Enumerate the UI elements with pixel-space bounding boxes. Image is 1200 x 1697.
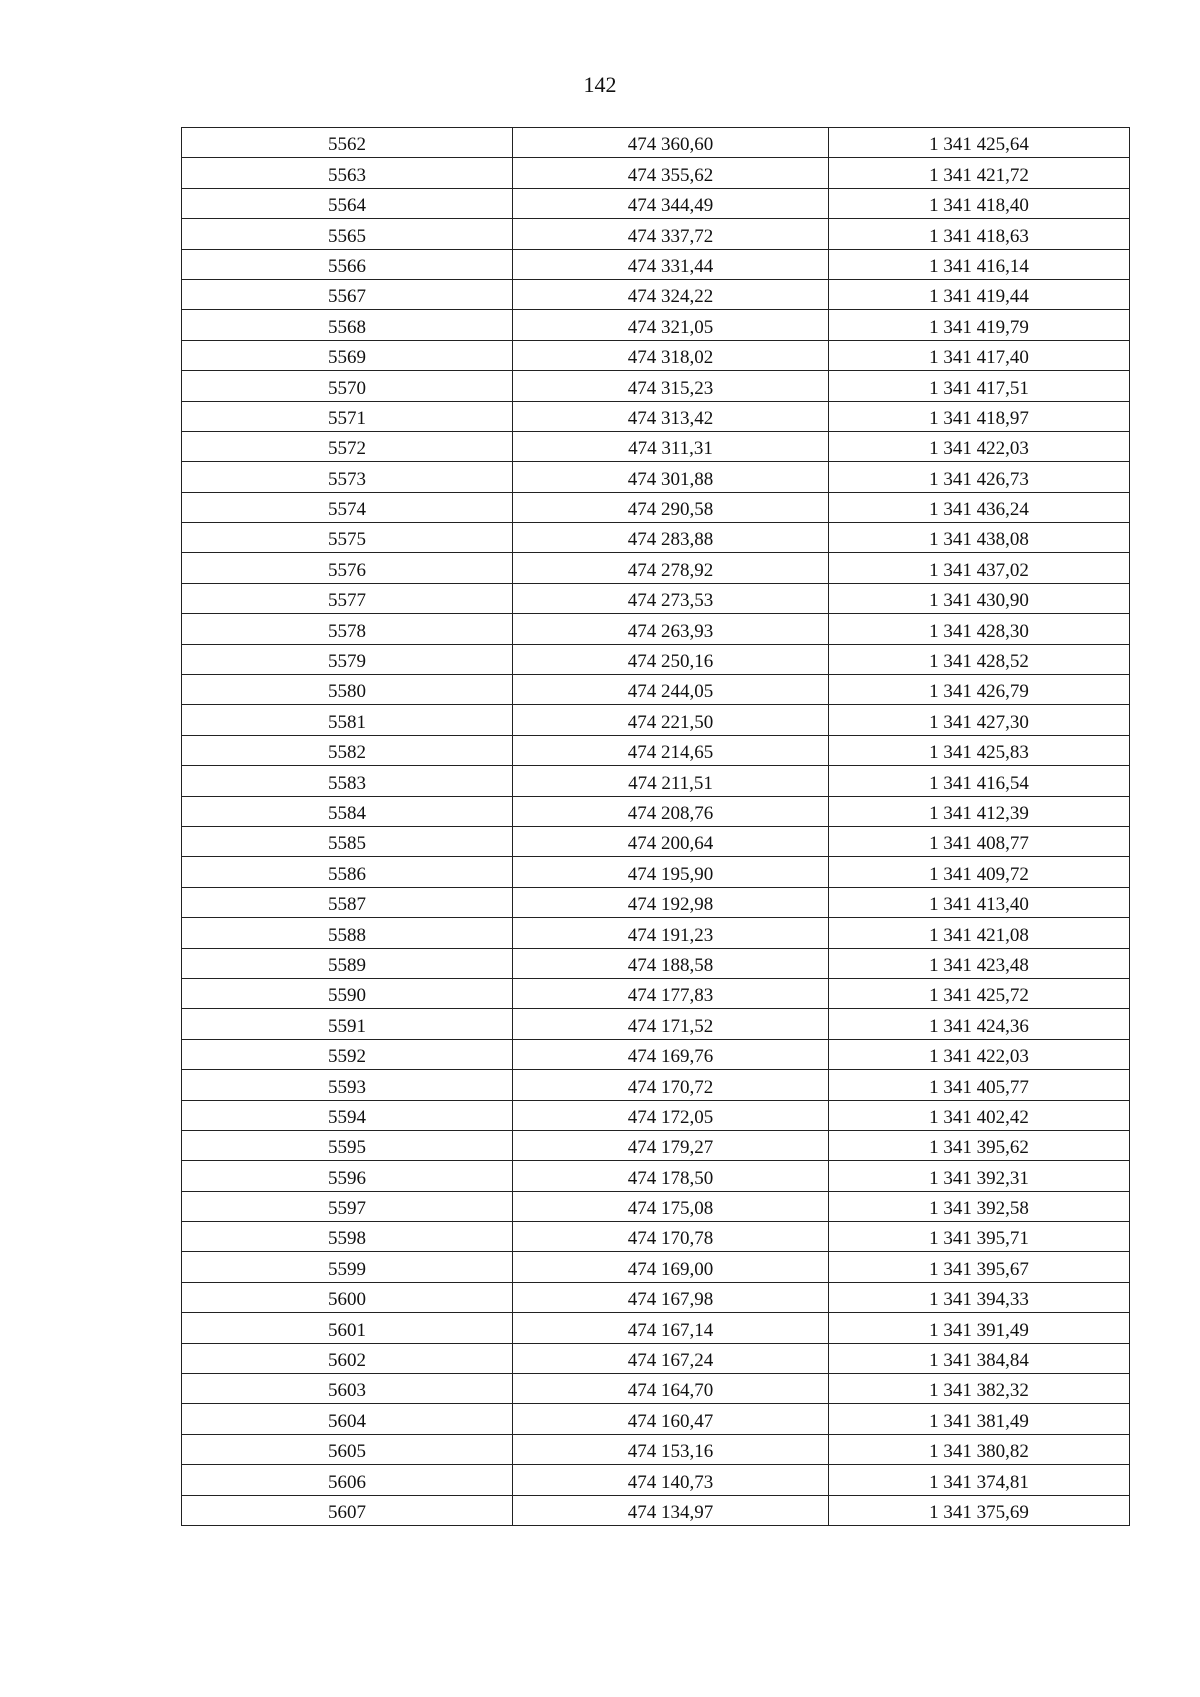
y-coordinate-cell: 1 341 427,30 — [829, 705, 1130, 735]
table-row — [182, 492, 1130, 522]
point-number-cell: 5568 — [182, 310, 513, 340]
point-number-cell: 5574 — [182, 492, 513, 522]
table-row — [182, 948, 1130, 978]
y-coordinate-cell: 1 341 426,79 — [829, 675, 1130, 705]
x-coordinate-cell: 474 360,60 — [513, 128, 829, 158]
point-number-cell: 5564 — [182, 188, 513, 218]
x-coordinate-cell: 474 200,64 — [513, 826, 829, 856]
point-number-cell: 5582 — [182, 735, 513, 765]
x-coordinate-cell: 474 344,49 — [513, 188, 829, 218]
point-number-cell: 5592 — [182, 1039, 513, 1069]
point-number-cell: 5603 — [182, 1374, 513, 1404]
point-number-cell: 5572 — [182, 431, 513, 461]
table-row — [182, 1191, 1130, 1221]
point-number-cell: 5577 — [182, 583, 513, 613]
coordinates-table — [181, 127, 1130, 1526]
point-number-cell: 5591 — [182, 1009, 513, 1039]
y-coordinate-cell: 1 341 428,52 — [829, 644, 1130, 674]
point-number-cell: 5599 — [182, 1252, 513, 1282]
y-coordinate-cell: 1 341 382,32 — [829, 1374, 1130, 1404]
x-coordinate-cell: 474 170,78 — [513, 1222, 829, 1252]
table-row — [182, 766, 1130, 796]
point-number-cell: 5605 — [182, 1434, 513, 1464]
table-row — [182, 340, 1130, 370]
x-coordinate-cell: 474 208,76 — [513, 796, 829, 826]
y-coordinate-cell: 1 341 392,31 — [829, 1161, 1130, 1191]
point-number-cell: 5584 — [182, 796, 513, 826]
x-coordinate-cell: 474 172,05 — [513, 1100, 829, 1130]
table-row — [182, 128, 1130, 158]
table-row — [182, 158, 1130, 188]
y-coordinate-cell: 1 341 384,84 — [829, 1343, 1130, 1373]
table-row — [182, 1282, 1130, 1312]
x-coordinate-cell: 474 167,24 — [513, 1343, 829, 1373]
table-row — [182, 1374, 1130, 1404]
x-coordinate-cell: 474 178,50 — [513, 1161, 829, 1191]
x-coordinate-cell: 474 283,88 — [513, 523, 829, 553]
y-coordinate-cell: 1 341 423,48 — [829, 948, 1130, 978]
x-coordinate-cell: 474 191,23 — [513, 918, 829, 948]
y-coordinate-cell: 1 341 418,97 — [829, 401, 1130, 431]
table-row — [182, 279, 1130, 309]
x-coordinate-cell: 474 311,31 — [513, 431, 829, 461]
point-number-cell: 5593 — [182, 1070, 513, 1100]
y-coordinate-cell: 1 341 425,72 — [829, 978, 1130, 1008]
point-number-cell: 5565 — [182, 219, 513, 249]
point-number-cell: 5590 — [182, 978, 513, 1008]
y-coordinate-cell: 1 341 402,42 — [829, 1100, 1130, 1130]
point-number-cell: 5581 — [182, 705, 513, 735]
x-coordinate-cell: 474 337,72 — [513, 219, 829, 249]
point-number-cell: 5604 — [182, 1404, 513, 1434]
point-number-cell: 5586 — [182, 857, 513, 887]
point-number-cell: 5571 — [182, 401, 513, 431]
y-coordinate-cell: 1 341 418,63 — [829, 219, 1130, 249]
y-coordinate-cell: 1 341 419,79 — [829, 310, 1130, 340]
y-coordinate-cell: 1 341 417,51 — [829, 371, 1130, 401]
point-number-cell: 5570 — [182, 371, 513, 401]
point-number-cell: 5563 — [182, 158, 513, 188]
point-number-cell: 5585 — [182, 826, 513, 856]
table-row — [182, 1252, 1130, 1282]
x-coordinate-cell: 474 324,22 — [513, 279, 829, 309]
table-row — [182, 614, 1130, 644]
x-coordinate-cell: 474 179,27 — [513, 1130, 829, 1160]
y-coordinate-cell: 1 341 428,30 — [829, 614, 1130, 644]
point-number-cell: 5587 — [182, 887, 513, 917]
table-row — [182, 1434, 1130, 1464]
table-row — [182, 1404, 1130, 1434]
table-row — [182, 583, 1130, 613]
x-coordinate-cell: 474 273,53 — [513, 583, 829, 613]
table-row — [182, 644, 1130, 674]
table-row — [182, 1039, 1130, 1069]
table-row — [182, 401, 1130, 431]
point-number-cell: 5597 — [182, 1191, 513, 1221]
y-coordinate-cell: 1 341 416,54 — [829, 766, 1130, 796]
y-coordinate-cell: 1 341 425,83 — [829, 735, 1130, 765]
table-row — [182, 523, 1130, 553]
y-coordinate-cell: 1 341 426,73 — [829, 462, 1130, 492]
x-coordinate-cell: 474 177,83 — [513, 978, 829, 1008]
table-row — [182, 887, 1130, 917]
y-coordinate-cell: 1 341 424,36 — [829, 1009, 1130, 1039]
x-coordinate-cell: 474 140,73 — [513, 1465, 829, 1495]
table-row — [182, 1009, 1130, 1039]
table-row — [182, 1313, 1130, 1343]
y-coordinate-cell: 1 341 437,02 — [829, 553, 1130, 583]
y-coordinate-cell: 1 341 413,40 — [829, 887, 1130, 917]
point-number-cell: 5595 — [182, 1130, 513, 1160]
y-coordinate-cell: 1 341 412,39 — [829, 796, 1130, 826]
y-coordinate-cell: 1 341 409,72 — [829, 857, 1130, 887]
y-coordinate-cell: 1 341 374,81 — [829, 1465, 1130, 1495]
point-number-cell: 5607 — [182, 1495, 513, 1525]
point-number-cell: 5580 — [182, 675, 513, 705]
x-coordinate-cell: 474 221,50 — [513, 705, 829, 735]
table-row — [182, 1161, 1130, 1191]
point-number-cell: 5600 — [182, 1282, 513, 1312]
y-coordinate-cell: 1 341 381,49 — [829, 1404, 1130, 1434]
y-coordinate-cell: 1 341 418,40 — [829, 188, 1130, 218]
table-row — [182, 553, 1130, 583]
y-coordinate-cell: 1 341 422,03 — [829, 1039, 1130, 1069]
y-coordinate-cell: 1 341 391,49 — [829, 1313, 1130, 1343]
point-number-cell: 5566 — [182, 249, 513, 279]
y-coordinate-cell: 1 341 392,58 — [829, 1191, 1130, 1221]
x-coordinate-cell: 474 355,62 — [513, 158, 829, 188]
x-coordinate-cell: 474 169,76 — [513, 1039, 829, 1069]
y-coordinate-cell: 1 341 408,77 — [829, 826, 1130, 856]
point-number-cell: 5562 — [182, 128, 513, 158]
x-coordinate-cell: 474 195,90 — [513, 857, 829, 887]
y-coordinate-cell: 1 341 419,44 — [829, 279, 1130, 309]
x-coordinate-cell: 474 315,23 — [513, 371, 829, 401]
x-coordinate-cell: 474 211,51 — [513, 766, 829, 796]
y-coordinate-cell: 1 341 394,33 — [829, 1282, 1130, 1312]
x-coordinate-cell: 474 331,44 — [513, 249, 829, 279]
x-coordinate-cell: 474 167,98 — [513, 1282, 829, 1312]
x-coordinate-cell: 474 170,72 — [513, 1070, 829, 1100]
x-coordinate-cell: 474 192,98 — [513, 887, 829, 917]
coordinates-table-body — [182, 128, 1130, 1526]
point-number-cell: 5576 — [182, 553, 513, 583]
y-coordinate-cell: 1 341 436,24 — [829, 492, 1130, 522]
table-row — [182, 1130, 1130, 1160]
x-coordinate-cell: 474 160,47 — [513, 1404, 829, 1434]
table-row — [182, 978, 1130, 1008]
x-coordinate-cell: 474 188,58 — [513, 948, 829, 978]
y-coordinate-cell: 1 341 422,03 — [829, 431, 1130, 461]
table-row — [182, 431, 1130, 461]
y-coordinate-cell: 1 341 421,72 — [829, 158, 1130, 188]
table-row — [182, 918, 1130, 948]
table-row — [182, 1222, 1130, 1252]
table-row — [182, 249, 1130, 279]
point-number-cell: 5588 — [182, 918, 513, 948]
point-number-cell: 5594 — [182, 1100, 513, 1130]
table-row — [182, 310, 1130, 340]
table-row — [182, 705, 1130, 735]
table-row — [182, 1070, 1130, 1100]
y-coordinate-cell: 1 341 430,90 — [829, 583, 1130, 613]
x-coordinate-cell: 474 214,65 — [513, 735, 829, 765]
point-number-cell: 5589 — [182, 948, 513, 978]
point-number-cell: 5583 — [182, 766, 513, 796]
table-row — [182, 462, 1130, 492]
x-coordinate-cell: 474 313,42 — [513, 401, 829, 431]
x-coordinate-cell: 474 134,97 — [513, 1495, 829, 1525]
x-coordinate-cell: 474 301,88 — [513, 462, 829, 492]
y-coordinate-cell: 1 341 421,08 — [829, 918, 1130, 948]
x-coordinate-cell: 474 171,52 — [513, 1009, 829, 1039]
x-coordinate-cell: 474 167,14 — [513, 1313, 829, 1343]
table-row — [182, 675, 1130, 705]
y-coordinate-cell: 1 341 395,67 — [829, 1252, 1130, 1282]
y-coordinate-cell: 1 341 405,77 — [829, 1070, 1130, 1100]
y-coordinate-cell: 1 341 375,69 — [829, 1495, 1130, 1525]
table-row — [182, 219, 1130, 249]
point-number-cell: 5602 — [182, 1343, 513, 1373]
x-coordinate-cell: 474 164,70 — [513, 1374, 829, 1404]
y-coordinate-cell: 1 341 395,62 — [829, 1130, 1130, 1160]
page-number: 142 — [583, 72, 617, 97]
x-coordinate-cell: 474 153,16 — [513, 1434, 829, 1464]
point-number-cell: 5575 — [182, 523, 513, 553]
point-number-cell: 5578 — [182, 614, 513, 644]
point-number-cell: 5573 — [182, 462, 513, 492]
point-number-cell: 5569 — [182, 340, 513, 370]
table-row — [182, 796, 1130, 826]
x-coordinate-cell: 474 321,05 — [513, 310, 829, 340]
table-row — [182, 188, 1130, 218]
point-number-cell: 5601 — [182, 1313, 513, 1343]
x-coordinate-cell: 474 169,00 — [513, 1252, 829, 1282]
table-row — [182, 735, 1130, 765]
table-row — [182, 857, 1130, 887]
x-coordinate-cell: 474 244,05 — [513, 675, 829, 705]
x-coordinate-cell: 474 263,93 — [513, 614, 829, 644]
point-number-cell: 5598 — [182, 1222, 513, 1252]
table-row — [182, 1343, 1130, 1373]
table-row — [182, 1100, 1130, 1130]
y-coordinate-cell: 1 341 438,08 — [829, 523, 1130, 553]
y-coordinate-cell: 1 341 417,40 — [829, 340, 1130, 370]
y-coordinate-cell: 1 341 425,64 — [829, 128, 1130, 158]
x-coordinate-cell: 474 278,92 — [513, 553, 829, 583]
point-number-cell: 5567 — [182, 279, 513, 309]
point-number-cell: 5579 — [182, 644, 513, 674]
x-coordinate-cell: 474 175,08 — [513, 1191, 829, 1221]
x-coordinate-cell: 474 318,02 — [513, 340, 829, 370]
table-row — [182, 1465, 1130, 1495]
table-row — [182, 826, 1130, 856]
point-number-cell: 5596 — [182, 1161, 513, 1191]
table-row — [182, 1495, 1130, 1525]
x-coordinate-cell: 474 290,58 — [513, 492, 829, 522]
y-coordinate-cell: 1 341 416,14 — [829, 249, 1130, 279]
y-coordinate-cell: 1 341 395,71 — [829, 1222, 1130, 1252]
table-row — [182, 371, 1130, 401]
x-coordinate-cell: 474 250,16 — [513, 644, 829, 674]
point-number-cell: 5606 — [182, 1465, 513, 1495]
y-coordinate-cell: 1 341 380,82 — [829, 1434, 1130, 1464]
